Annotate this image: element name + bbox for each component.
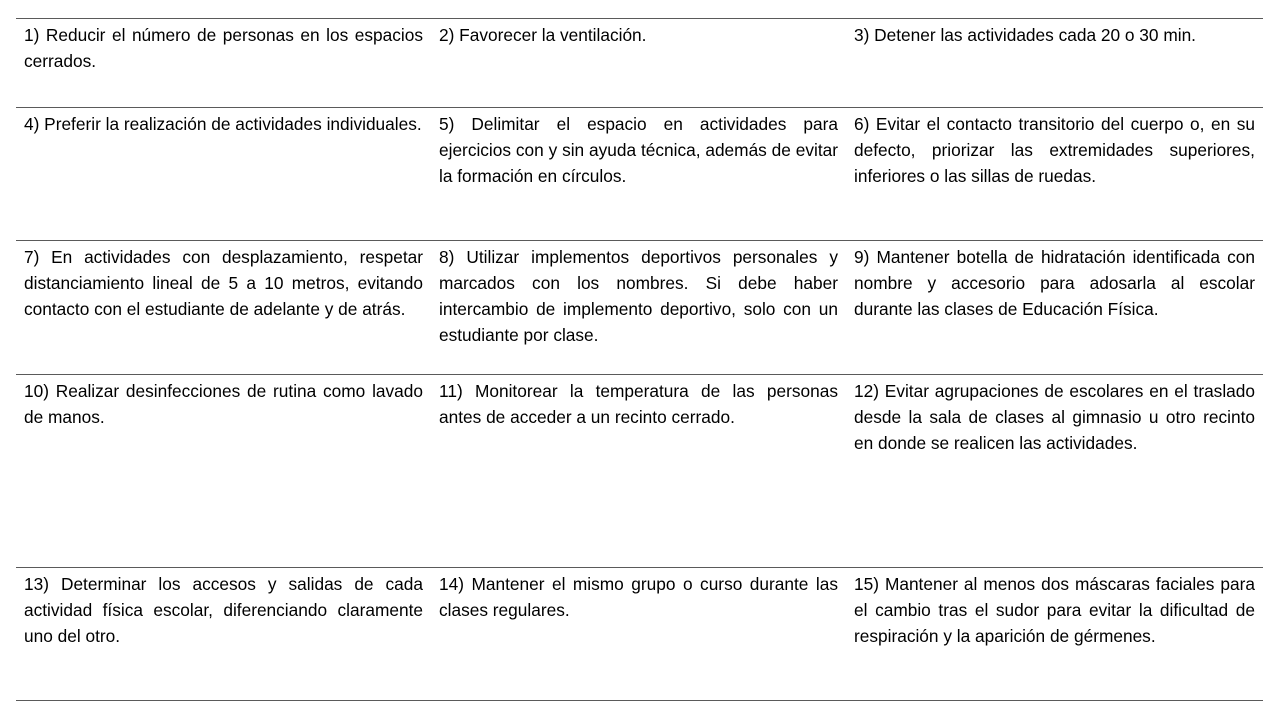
table-cell: 15) Mantener al menos dos máscaras faciales para el cambio tras el sudor para evitar la dificultad de respiración y la aparición de gérmenes. bbox=[854, 574, 1255, 646]
table-cell: 8) Utilizar implementos deportivos personales y marcados con los nombres. Si debe haber intercambio de implemento deportivo, solo con un estudiante por clase. bbox=[439, 247, 838, 345]
table-cell: 14) Mantener el mismo grupo o curso durante las clases regulares. bbox=[439, 574, 838, 620]
table-cell: 6) Evitar el contacto transitorio del cuerpo o, en su defecto, priorizar las extremidades superiores, inferiores o las sillas de ruedas. bbox=[854, 114, 1255, 186]
table-cell: 5) Delimitar el espacio en actividades para ejercicios con y sin ayuda técnica, además de evitar la formación en círculos. bbox=[439, 114, 838, 186]
table-row bbox=[16, 568, 1263, 701]
table-cell: 11) Monitorear la temperatura de las personas antes de acceder a un recinto cerrado. bbox=[439, 381, 838, 427]
table-cell: 9) Mantener botella de hidratación identificada con nombre y accesorio para adosarla al escolar durante las clases de Educación Física. bbox=[854, 247, 1255, 319]
table-cell: 13) Determinar los accesos y salidas de cada actividad física escolar, diferenciando claramente uno del otro. bbox=[24, 574, 423, 646]
table-cell: 12) Evitar agrupaciones de escolares en el traslado desde la sala de clases al gimnasio u otro recinto en donde se realicen las actividades. bbox=[854, 381, 1255, 453]
table-row bbox=[16, 108, 1263, 241]
table-cell: 4) Preferir la realización de actividades individuales. bbox=[24, 114, 422, 134]
table-cell: 2) Favorecer la ventilación. bbox=[439, 25, 647, 45]
table-row bbox=[16, 19, 1263, 108]
table-cell: 7) En actividades con desplazamiento, respetar distanciamiento lineal de 5 a 10 metros, evitando contacto con el estudiante de adelante y de atrás. bbox=[24, 247, 423, 319]
table-cell: 3) Detener las actividades cada 20 o 30 min. bbox=[854, 25, 1196, 45]
table-row bbox=[16, 375, 1263, 568]
table-row bbox=[16, 241, 1263, 375]
table-cell: 1) Reducir el número de personas en los espacios cerrados. bbox=[24, 25, 423, 71]
table-cell: 10) Realizar desinfecciones de rutina como lavado de manos. bbox=[24, 381, 423, 427]
measures-table bbox=[16, 18, 1263, 701]
